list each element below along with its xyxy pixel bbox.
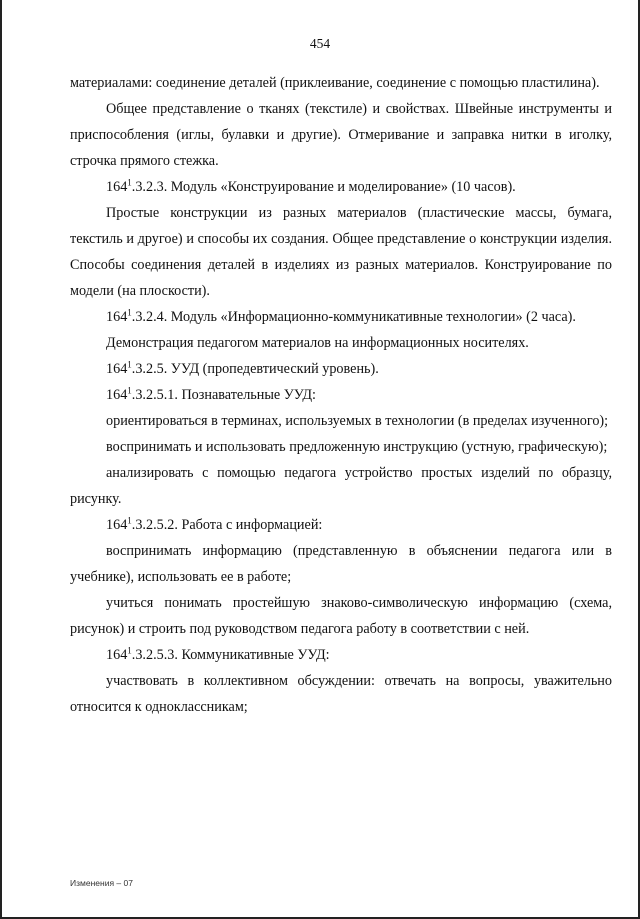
section-heading: [70, 174, 612, 200]
section-number-sup: 1: [127, 307, 132, 318]
section-title: .3.2.3. Модуль «Конструирование и моделирование» (10 часов).: [131, 179, 516, 195]
section-number: 164: [106, 387, 128, 403]
section-number: 164: [106, 361, 128, 377]
section-number-sup: 1: [127, 385, 132, 396]
section-number-sup: 1: [127, 359, 132, 370]
section-number-sup: 1: [127, 645, 132, 656]
section-number: 164: [106, 647, 128, 663]
list-item: участвовать в коллективном обсуждении: отвечать на вопросы, уважительно относится к одноклассникам;: [70, 673, 612, 715]
section-title: .3.2.5.1. Познавательные УУД:: [131, 387, 317, 403]
list-item: учиться понимать простейшую знаково-символическую информацию (схема, рисунок) и строить под руководством педагога работу в соответствии с ней.: [70, 595, 612, 637]
section-heading: [70, 304, 612, 330]
section-title: .3.2.5.3. Коммуникативные УУД:: [131, 647, 330, 663]
list-item: ориентироваться в терминах, используемых в технологии (в пределах изученного);: [106, 413, 609, 429]
page-number: 454: [309, 36, 331, 51]
section-heading: [70, 512, 612, 538]
footer-revision: Изменения – 07: [70, 878, 133, 888]
list-item: воспринимать и использовать предложенную инструкцию (устную, графическую);: [106, 439, 608, 455]
document-body: [70, 70, 612, 720]
section-number: 164: [106, 517, 128, 533]
paragraph: Простые конструкции из разных материалов (пластические массы, бумага, текстиль и другое) и способы их создания. Общее представление о конструкции изделия. Способы соединения деталей в изделиях из разных материалов. Конструирование по модели (на плоскости).: [70, 205, 612, 299]
section-number-sup: 1: [127, 177, 132, 188]
section-number: 164: [106, 179, 128, 195]
section-title: .3.2.4. Модуль «Информационно-коммуникативные технологии» (2 часа).: [131, 309, 576, 325]
section-number-sup: 1: [127, 515, 132, 526]
paragraph: материалами: соединение деталей (приклеивание, соединение с помощью пластилина).: [70, 75, 600, 91]
section-heading: [70, 356, 612, 382]
section-heading: [70, 382, 612, 408]
paragraph: Демонстрация педагогом материалов на информационных носителях.: [106, 335, 529, 351]
section-number: 164: [106, 309, 128, 325]
list-item: анализировать с помощью педагога устройство простых изделий по образцу, рисунку.: [70, 465, 612, 507]
section-title: .3.2.5.2. Работа с информацией:: [131, 517, 323, 533]
list-item: воспринимать информацию (представленную в объяснении педагога или в учебнике), использовать ее в работе;: [70, 543, 612, 585]
section-title: .3.2.5. УУД (пропедевтический уровень).: [131, 361, 379, 377]
paragraph: Общее представление о тканях (текстиле) и свойствах. Швейные инструменты и приспособления (иглы, булавки и другие). Отмеривание и заправка нитки в иголку, строчка прямого стежка.: [70, 101, 612, 169]
section-heading: [70, 642, 612, 668]
